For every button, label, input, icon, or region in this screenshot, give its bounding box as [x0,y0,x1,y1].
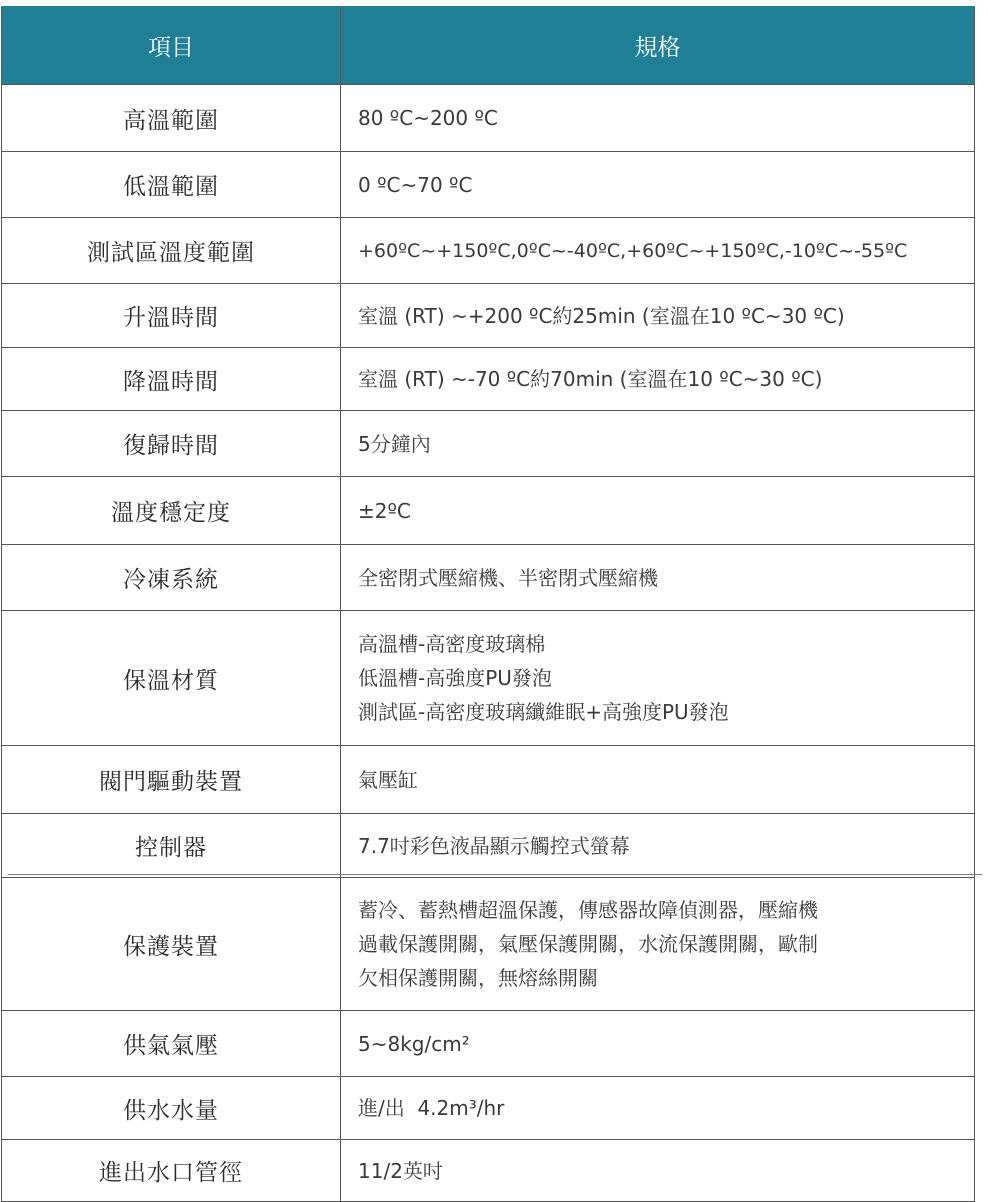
table-row [2,348,975,411]
row-spec [341,411,975,477]
spec-line: 欠相保護開關，無熔絲開關 [358,966,598,990]
spec-line: 80 ºC~200 ºC [358,106,498,130]
table-row [2,1140,975,1202]
spec-line: 室溫 (RT) ~-70 ºC約70min (室溫在10 ºC~30 ºC) [358,367,823,391]
spec-line: 7.7吋彩色液晶顯示觸控式螢幕 [358,833,630,858]
spec-line: 0 ºC~70 ºC [358,172,473,197]
row-item: 復歸時間 [2,411,341,477]
row-item: 進出水口管徑 [2,1140,341,1202]
table-row [2,1077,975,1140]
spec-line: ±2ºC [358,498,411,523]
row-item: 供水水量 [2,1077,341,1140]
spec-line: 室溫 (RT) ~+200 ºC約25min (室溫在10 ºC~30 ºC) [358,303,845,328]
table-row [2,545,975,611]
row-item: 冷凍系統 [2,545,341,611]
spec-line: 全密閉式壓縮機、半密閉式壓縮機 [358,565,658,590]
row-spec [341,746,975,814]
spec-line: 進/出 4.2m³/hr [358,1096,505,1120]
spec-line: +60ºC~+150ºC,0ºC~-40ºC,+60ºC~+150ºC,-10ºC~-55ºC [358,239,908,262]
spec-line: 氣壓缸 [358,767,418,792]
spec-line: 5分鐘內 [358,431,431,456]
table-row [2,878,975,1011]
table-row [2,814,975,878]
row-spec [341,814,975,878]
table-row [2,611,975,746]
table-row [2,152,975,218]
table-row [2,746,975,814]
row-spec [341,348,975,411]
row-spec [341,218,975,284]
row-item: 保護裝置 [2,878,341,1011]
row-item: 控制器 [2,814,341,878]
table-row [2,218,975,284]
row-item: 降溫時間 [2,348,341,411]
row-spec [341,545,975,611]
row-spec [341,611,975,746]
spec-table [1,6,975,1202]
spec-line: 測試區-高密度玻璃纖維眠+高強度PU發泡 [358,700,729,724]
row-spec [341,152,975,218]
row-spec [341,1011,975,1077]
divider-line [8,874,982,875]
row-spec [341,477,975,545]
table-row [2,85,975,152]
row-item: 測試區溫度範圍 [2,218,341,284]
row-spec [341,1077,975,1140]
row-item: 保溫材質 [2,611,341,746]
row-item: 低溫範圍 [2,152,341,218]
row-item: 升溫時間 [2,284,341,348]
header-spec: 規格 [341,7,975,85]
spec-line: 低溫槽-高強度PU發泡 [358,666,552,690]
table-row [2,1011,975,1077]
row-item: 供氣氣壓 [2,1011,341,1077]
spec-line: 11/2英吋 [358,1158,443,1183]
table-row [2,411,975,477]
row-item: 溫度穩定度 [2,477,341,545]
spec-line: 過載保護開關，氣壓保護開關，水流保護開關，歐制 [358,932,818,956]
row-spec [341,85,975,152]
table-header-row [2,7,975,85]
spec-line: 蓄冷、蓄熱槽超溫保護，傳感器故障偵測器，壓縮機 [358,898,818,922]
row-item: 閥門驅動裝置 [2,746,341,814]
row-item: 高溫範圍 [2,85,341,152]
row-spec [341,284,975,348]
row-spec [341,1140,975,1202]
table-row [2,284,975,348]
spec-line: 高溫槽-高密度玻璃棉 [358,632,546,656]
row-spec [341,878,975,1011]
table-row [2,477,975,545]
header-item: 項目 [2,7,341,85]
spec-line: 5~8kg/cm² [358,1031,470,1056]
